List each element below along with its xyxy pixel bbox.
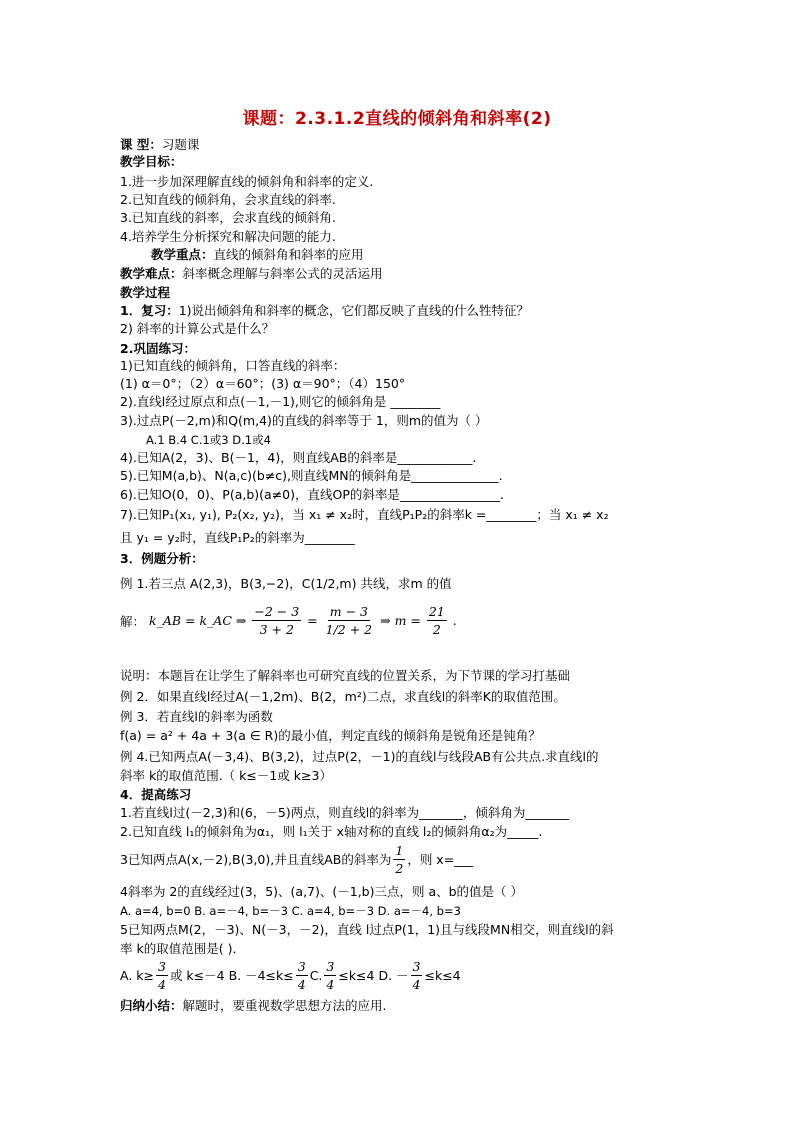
fraction bbox=[296, 958, 308, 993]
advanced-heading: 4．提高练习 bbox=[120, 787, 192, 802]
fraction-numerator: −2 − 3 bbox=[254, 604, 300, 619]
option-c-d: ≤k≤4 D. － bbox=[338, 967, 409, 983]
example-1-solution: 解： k_AB = k_AC ⇒ $\frac{-2 - 3}{3 + 2}$ = $\frac{m - 3}{1/2 + 2}$ ⇒ m = $\frac{21}{2}$ . bbox=[120, 604, 457, 637]
fraction-numerator: 3 bbox=[297, 959, 306, 974]
page-title: 课题：2.3.1.2直线的倾斜角和斜率(2) bbox=[242, 109, 552, 129]
example-4-range: 斜率 k的取值范围.（ k≤－1或 k≥3） bbox=[120, 768, 332, 783]
summary bbox=[120, 998, 387, 1014]
problem-4-options: A. a=4, b=0 B. a=－4, b=－3 C. a=4, b=－3 D. a=－4, b=3 bbox=[120, 904, 461, 918]
practice-line: 且 y₁ = y₂时，直线P₁P₂的斜率为________ bbox=[120, 530, 355, 545]
equals-sign: = bbox=[307, 613, 318, 628]
process-heading: 教学过程 bbox=[120, 285, 171, 300]
fraction-numerator: 1 bbox=[395, 843, 404, 858]
review-label: 1．复习： bbox=[120, 303, 179, 318]
review-q2: 2) 斜率的计算公式是什么？ bbox=[120, 321, 275, 336]
example-2: 例 2．如果直线l经过A(－1,2m)、B(2，m²)二点，求直线l的斜率K的取值范围。 bbox=[120, 689, 566, 704]
fraction-numerator: 3 bbox=[158, 959, 166, 974]
practice-line: (1) α＝0°；（2）α＝60°；(3) α＝90°；（4）150° bbox=[120, 376, 406, 391]
problem-5-options bbox=[120, 958, 461, 993]
fraction-denominator: 2 bbox=[432, 622, 441, 637]
review-q1-text: 1)说出倾斜角和斜率的概念，它们都反映了直线的什么牲特征？ bbox=[178, 303, 530, 318]
fraction bbox=[393, 842, 405, 877]
fraction bbox=[156, 958, 168, 993]
practice-line: 1)已知直线的倾斜角，口答直线的斜率： bbox=[120, 358, 346, 373]
example-1-question: 例 1.若三点 A(2,3)，B(3,−2)，C(1/2,m) 共线，求m 的值 bbox=[120, 576, 452, 591]
objective-item: 1.进一步加深理解直线的倾斜角和斜率的定义. bbox=[120, 174, 374, 189]
fraction bbox=[324, 958, 336, 993]
summary-label: 归纳小结： bbox=[120, 998, 183, 1013]
fraction bbox=[324, 603, 375, 638]
fraction-numerator: 21 bbox=[428, 604, 445, 619]
lesson-type-label: 课 型： bbox=[120, 137, 162, 152]
key-point-text: 直线的倾斜角和斜率的应用 bbox=[213, 247, 364, 262]
practice-line: 3).过点P(－2,m)和Q(m,4)的直线的斜率等于 1，则m的值为（ ） bbox=[120, 413, 488, 428]
difficulty-text: 斜率概念理解与斜率公式的灵活运用 bbox=[182, 266, 383, 281]
practice-line: 7).已知P₁(x₁, y₁), P₂(x₂, y₂)，当 x₁ ≠ x₂时，直线P₁P₂的斜率k =________；当 x₁ ≠ x₂ bbox=[120, 507, 609, 522]
example-3: 例 3．若直线l的斜率为函数 bbox=[120, 709, 273, 724]
practice-heading: 2.巩固练习： bbox=[120, 341, 196, 356]
examples-heading: 3．例题分析： bbox=[120, 551, 204, 566]
difficulty bbox=[120, 266, 383, 282]
fraction-denominator: 1/2 + 2 bbox=[325, 622, 373, 637]
key-point-label: 教学重点： bbox=[151, 247, 214, 262]
objective-item: 2.已知直线的倾斜角，会求直线的斜率. bbox=[120, 192, 336, 207]
practice-line: 5).已知M(a,b)、N(a,c)(b≠c),则直线MN的倾斜角是______________. bbox=[120, 468, 503, 483]
fraction-denominator: 4 bbox=[412, 977, 421, 992]
summary-text: 解题时，要重视数学思想方法的应用. bbox=[182, 998, 387, 1013]
key-point bbox=[151, 247, 364, 263]
fraction-denominator: 4 bbox=[326, 977, 335, 992]
difficulty-label: 教学难点： bbox=[120, 266, 183, 281]
advanced-problem-cont: 率 k的取值范围是( )． bbox=[120, 941, 245, 956]
advanced-problem: 1.若直线l过(－2,3)和(6，－5)两点，则直线l的斜率为_______，倾斜角为_______ bbox=[120, 805, 570, 820]
fraction bbox=[411, 958, 423, 993]
advanced-problem-3 bbox=[120, 842, 473, 877]
lesson-type bbox=[120, 137, 199, 153]
example-3-function: f(a) = a² + 4a + 3(a ∈ R)的最小值，判定直线的倾斜角是锐角还是钝角？ bbox=[120, 728, 541, 743]
practice-line: 6).已知O(0，0)、P(a,b)(a≠0)，直线OP的斜率是________________. bbox=[120, 487, 504, 502]
objectives-heading: 教学目标： bbox=[120, 154, 183, 169]
option-d: ≤k≤4 bbox=[424, 967, 461, 983]
fraction-denominator: 4 bbox=[158, 977, 166, 992]
fraction-denominator: 2 bbox=[395, 861, 404, 876]
fraction-numerator: 3 bbox=[412, 959, 421, 974]
fraction-denominator: 4 bbox=[297, 977, 306, 992]
fraction-numerator: 3 bbox=[326, 959, 335, 974]
option-c: C. bbox=[309, 967, 323, 983]
fraction bbox=[252, 603, 301, 638]
advanced-problem: 5已知两点M(2，－3)、N(－3，－2)，直线 l过点P(1，1)且与线段MN相交，则直线l的斜 bbox=[120, 922, 614, 937]
option-a-b: 或 k≤－4 B. －4≤k≤ bbox=[169, 967, 294, 983]
fraction-numerator: m − 3 bbox=[329, 604, 368, 619]
problem-3-answer: ，则 x=___ bbox=[407, 851, 473, 867]
objective-item: 4.培养学生分析探究和解决问题的能力. bbox=[120, 229, 336, 244]
advanced-problem: 2.已知直线 l₁的倾斜角为α₁，则 l₁关于 x轴对称的直线 l₂的倾斜角α₂为_____. bbox=[120, 824, 543, 839]
solution-lhs: k_AB = k_AC ⇒ bbox=[149, 613, 247, 628]
practice-line: 4).已知A(2，3)、B(－1，4)，则直线AB的斜率是____________. bbox=[120, 450, 477, 465]
fraction-denominator: 3 + 2 bbox=[259, 622, 294, 637]
solution-label: 解： bbox=[120, 613, 146, 629]
advanced-problem: 4斜率为 2的直线经过(3，5)、(a,7)、(－1,b)三点，则 a、b的值是（ ） bbox=[120, 884, 524, 899]
fraction bbox=[427, 603, 447, 638]
objective-item: 3.已知直线的斜率，会求直线的倾斜角. bbox=[120, 210, 336, 225]
example-4: 例 4.已知两点A(－3,4)、B(3,2)，过点P(2，－1)的直线l与线段AB有公共点.求直线l的 bbox=[120, 749, 599, 764]
example-1-note: 说明：本题旨在让学生了解斜率也可研究直线的位置关系，为下节课的学习打基础 bbox=[120, 668, 571, 683]
solution-mid: ⇒ m = bbox=[380, 613, 421, 628]
practice-options: A.1 B.4 C.1或3 D.1或4 bbox=[146, 433, 271, 447]
lesson-type-value: 习题课 bbox=[161, 137, 200, 152]
problem-3-text: 3已知两点A(x,－2),B(3,0),并且直线AB的斜率为 bbox=[120, 851, 392, 867]
review-q1 bbox=[120, 303, 529, 319]
option-a: A. k≥ bbox=[120, 967, 154, 983]
practice-line: 2).直线l经过原点和点(－1,－1),则它的倾斜角是 ________ bbox=[120, 394, 441, 409]
